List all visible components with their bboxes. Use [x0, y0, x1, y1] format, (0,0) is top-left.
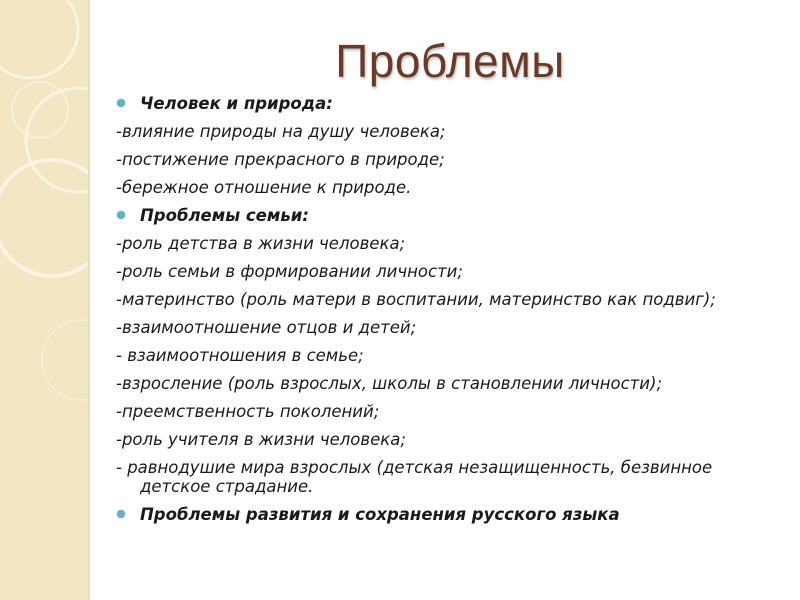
- list-item-text: Проблемы развития и сохранения русского языка: [140, 505, 620, 524]
- bullet-icon: [117, 510, 125, 518]
- list-item-text: -роль семьи в формировании личности;: [116, 262, 463, 281]
- bullet-icon: [117, 99, 125, 107]
- list-item-text: - равнодушие мира взрослых (детская незащищенность, безвинное детское страдание.: [116, 458, 713, 496]
- list-item: [116, 290, 776, 309]
- list-item-text: Проблемы семьи:: [140, 206, 309, 225]
- list-item-text: -преемственность поколений;: [116, 402, 380, 421]
- bullet-heading: [116, 206, 776, 225]
- slide-title: Проблемы: [335, 35, 565, 87]
- list-item: [116, 150, 776, 169]
- bullet-icon: [117, 211, 125, 219]
- list-item-text: Человек и природа:: [140, 94, 333, 113]
- decorative-side-band: [0, 0, 90, 600]
- list-item-text: -бережное отношение к природе.: [116, 178, 412, 197]
- bullet-heading: [116, 94, 776, 113]
- list-item-text: -взросление (роль взрослых, школы в становлении личности);: [116, 374, 663, 393]
- list-item-text: -роль детства в жизни человека;: [116, 234, 406, 253]
- list-item: [116, 262, 776, 281]
- list-item: [116, 178, 776, 197]
- list-item: [116, 374, 776, 393]
- bullet-heading: [116, 505, 776, 524]
- list-item: [116, 458, 776, 496]
- slide-content-list: [116, 94, 776, 533]
- list-item-text: -влияние природы на душу человека;: [116, 122, 446, 141]
- list-item: [116, 402, 776, 421]
- list-item-text: -постижение прекрасного в природе;: [116, 150, 445, 169]
- list-item-text: -взаимоотношение отцов и детей;: [116, 318, 417, 337]
- list-item-text: - взаимоотношения в семье;: [116, 346, 364, 365]
- list-item: [116, 122, 776, 141]
- list-item-text: -роль учителя в жизни человека;: [116, 430, 406, 449]
- decorative-circles-icon: [0, 0, 88, 600]
- list-item-text: -материнство (роль матери в воспитании, материнство как подвиг);: [116, 290, 716, 309]
- list-item: [116, 318, 776, 337]
- list-item: [116, 346, 776, 365]
- list-item: [116, 234, 776, 253]
- list-item: [116, 430, 776, 449]
